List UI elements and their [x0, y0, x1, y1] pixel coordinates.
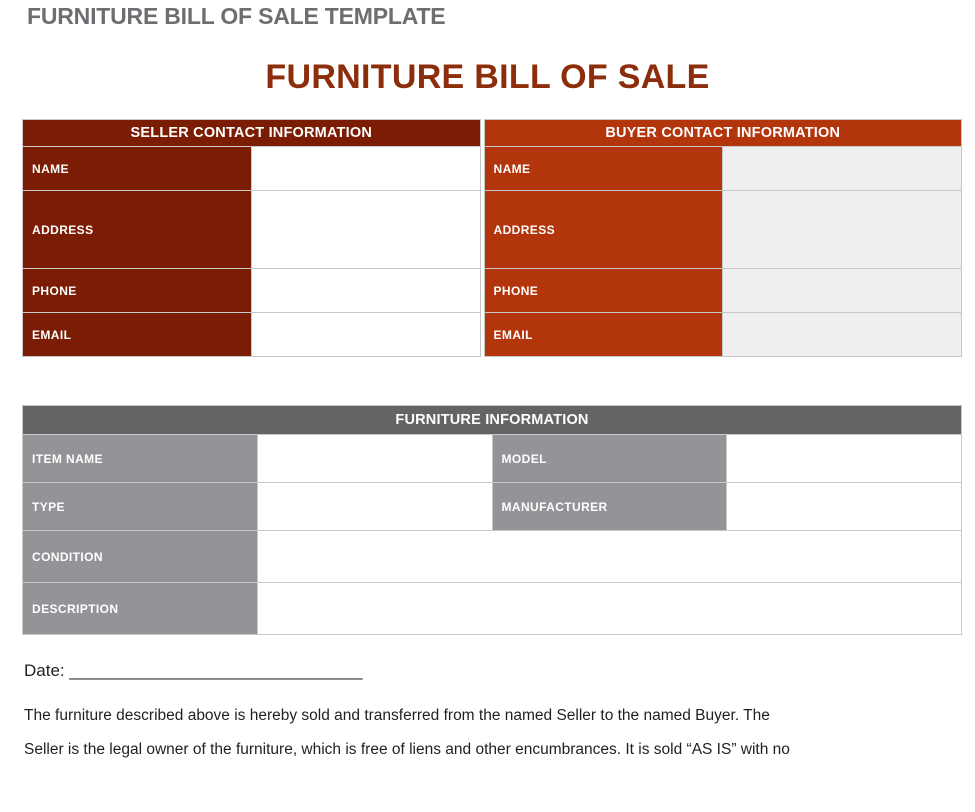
table-row: [23, 269, 481, 313]
template-label: FURNITURE BILL OF SALE TEMPLATE: [27, 3, 446, 29]
model-label: MODEL: [492, 435, 727, 483]
buyer-email-field[interactable]: [723, 313, 962, 357]
table-row: [23, 531, 962, 583]
description-label: DESCRIPTION: [23, 583, 258, 635]
agreement-section: [22, 661, 964, 767]
table-row: [23, 147, 481, 191]
condition-label: CONDITION: [23, 531, 258, 583]
date-field[interactable]: Date: _______________________________: [24, 661, 363, 680]
buyer-name-label: NAME: [484, 147, 723, 191]
buyer-phone-field[interactable]: [723, 269, 962, 313]
manufacturer-field[interactable]: [727, 483, 962, 531]
agreement-paragraph-line-1: The furniture described above is hereby sold and transferred from the named Seller to the named Buyer. The: [24, 707, 770, 724]
table-row: [23, 583, 962, 635]
table-row: [23, 191, 481, 269]
page-title: FURNITURE BILL OF SALE: [265, 58, 710, 96]
buyer-table-heading: BUYER CONTACT INFORMATION: [484, 120, 961, 147]
furniture-information-section: [22, 405, 962, 635]
table-row: [23, 313, 481, 357]
seller-phone-field[interactable]: [251, 269, 480, 313]
furniture-information-table: [22, 405, 962, 635]
buyer-name-field[interactable]: [723, 147, 962, 191]
seller-address-label: ADDRESS: [23, 191, 252, 269]
condition-field[interactable]: [257, 531, 961, 583]
seller-name-label: NAME: [23, 147, 252, 191]
buyer-address-label: ADDRESS: [484, 191, 723, 269]
buyer-phone-label: PHONE: [484, 269, 723, 313]
seller-email-label: EMAIL: [23, 313, 252, 357]
agreement-paragraph-line-2: Seller is the legal owner of the furniture, which is free of liens and other encumbrances. It is sold “AS IS” with no: [24, 741, 790, 758]
furniture-table-heading: FURNITURE INFORMATION: [23, 406, 962, 435]
table-row: [23, 435, 962, 483]
table-row: [23, 483, 962, 531]
buyer-contact-table: [484, 119, 962, 357]
seller-name-field[interactable]: [251, 147, 480, 191]
contact-information-section: [22, 119, 962, 357]
buyer-email-label: EMAIL: [484, 313, 723, 357]
seller-table-heading: SELLER CONTACT INFORMATION: [23, 120, 481, 147]
buyer-address-field[interactable]: [723, 191, 962, 269]
description-field[interactable]: [257, 583, 961, 635]
type-label: TYPE: [23, 483, 258, 531]
table-row: [484, 313, 961, 357]
item-name-field[interactable]: [257, 435, 492, 483]
manufacturer-label: MANUFACTURER: [492, 483, 727, 531]
type-field[interactable]: [257, 483, 492, 531]
seller-contact-table: [22, 119, 481, 357]
seller-address-field[interactable]: [251, 191, 480, 269]
model-field[interactable]: [727, 435, 962, 483]
item-name-label: ITEM NAME: [23, 435, 258, 483]
table-row: [484, 269, 961, 313]
seller-phone-label: PHONE: [23, 269, 252, 313]
seller-email-field[interactable]: [251, 313, 480, 357]
table-row: [484, 147, 961, 191]
table-row: [484, 191, 961, 269]
